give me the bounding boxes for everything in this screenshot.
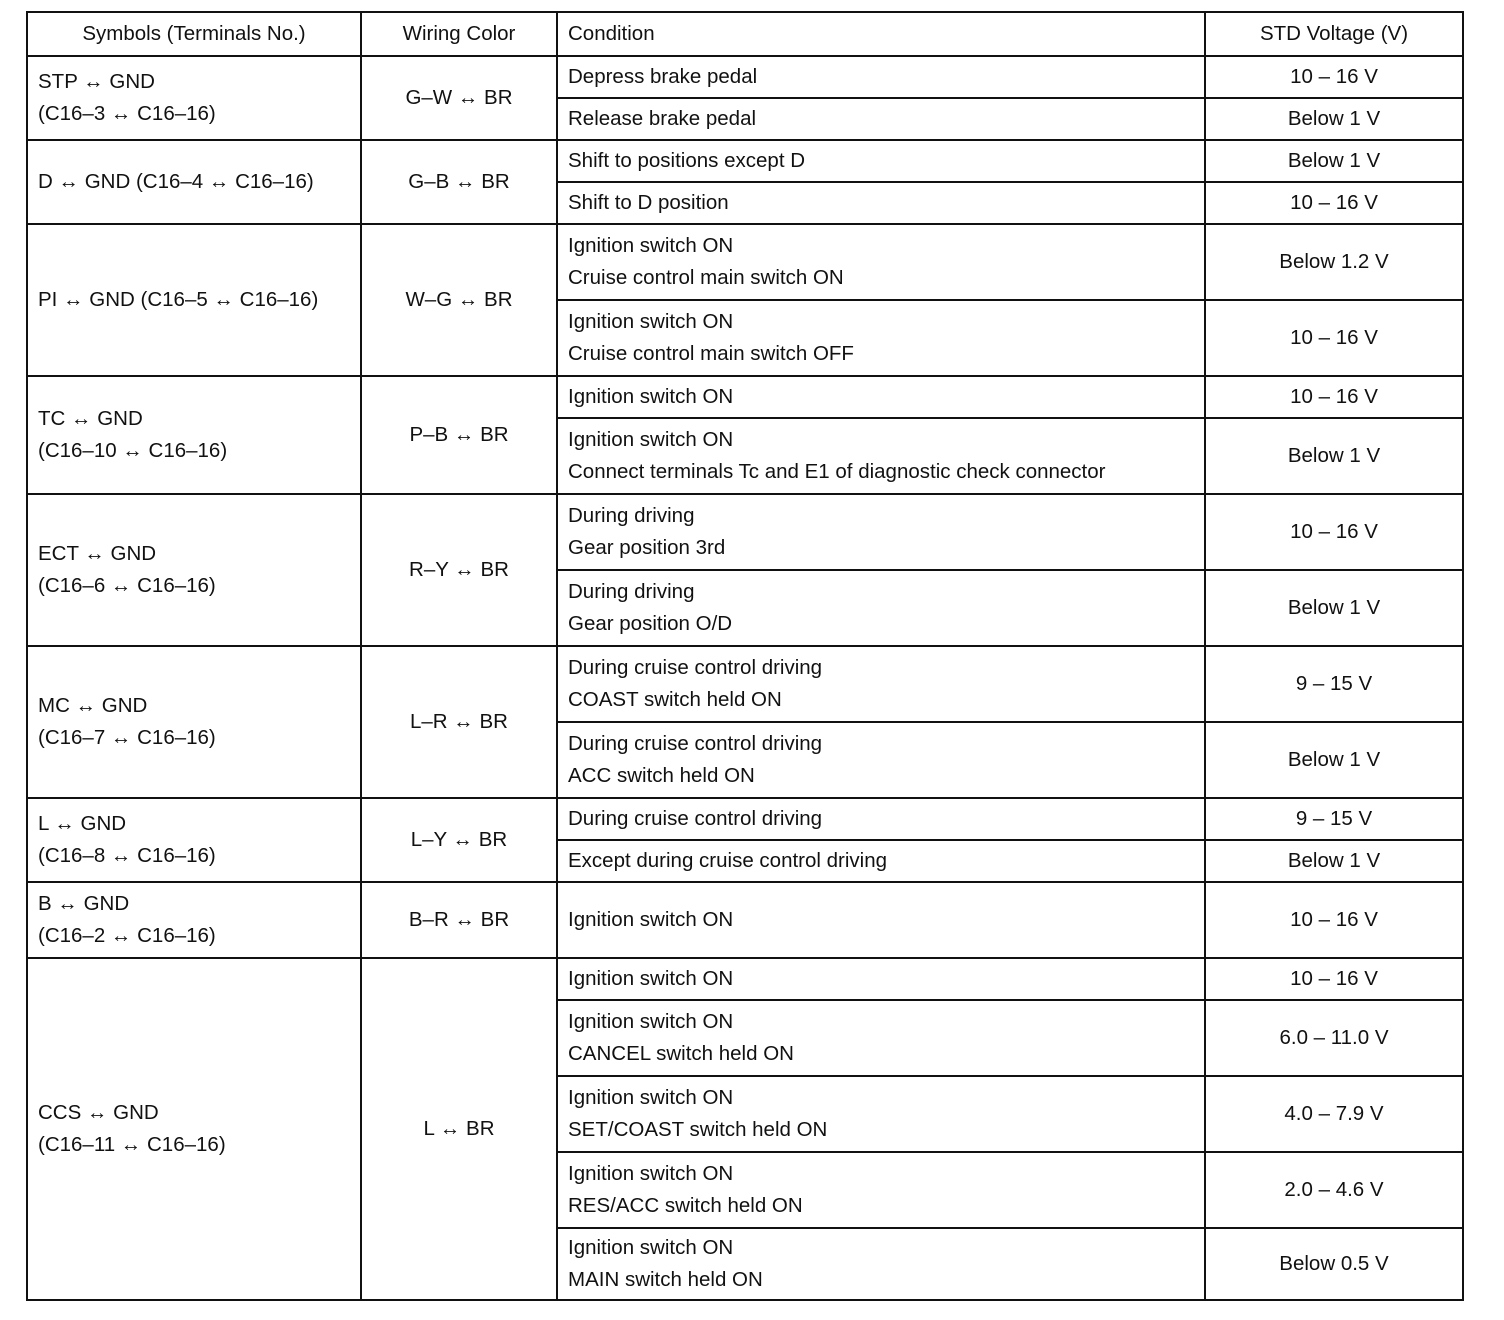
condition-line-2: Gear position O/D [568, 612, 733, 635]
table-row [27, 224, 1463, 300]
condition-line-1: Depress brake pedal [568, 65, 758, 88]
symbol-line-2: (C16–7 ↔ C16–16) [38, 726, 216, 749]
std-voltage-cell [1205, 98, 1463, 140]
symbol-line-1: CCS ↔ GND [38, 1101, 159, 1124]
std-voltage-cell [1205, 1000, 1463, 1076]
condition-line-2: Gear position 3rd [568, 536, 726, 559]
std-voltage-value: 10 – 16 V [1290, 908, 1378, 931]
condition-cell [557, 224, 1205, 300]
symbol-cell [27, 56, 361, 140]
condition-line-1: During cruise control driving [568, 656, 823, 679]
std-voltage-cell [1205, 56, 1463, 98]
symbol-line-1: L ↔ GND [38, 812, 127, 835]
condition-line-1: Ignition switch ON [568, 310, 734, 333]
condition-line-1: Ignition switch ON [568, 908, 734, 931]
std-voltage-value: 9 – 15 V [1295, 672, 1373, 695]
symbol-cell [27, 494, 361, 646]
condition-cell [557, 418, 1205, 494]
symbol-line-1: PI ↔ GND (C16–5 ↔ C16–16) [38, 288, 319, 311]
symbol-line-1: STP ↔ GND [38, 70, 155, 93]
header-std-voltage: STD Voltage (V) [1205, 12, 1463, 56]
condition-cell [557, 722, 1205, 798]
wiring-color-text: B–R ↔ BR [408, 908, 510, 931]
std-voltage-value: Below 1.2 V [1279, 250, 1389, 273]
condition-line-1: During driving [568, 580, 695, 603]
symbol-line-1: ECT ↔ GND [38, 542, 157, 565]
std-voltage-cell [1205, 182, 1463, 224]
wiring-color-text: L ↔ BR [423, 1117, 495, 1140]
terminal-voltage-table [26, 11, 1464, 1301]
wiring-color-text: P–B ↔ BR [409, 423, 509, 446]
condition-cell [557, 1076, 1205, 1152]
header-symbols: Symbols (Terminals No.) [27, 12, 361, 56]
wiring-color-text: G–W ↔ BR [405, 86, 513, 109]
header-condition: Condition [557, 12, 1205, 56]
std-voltage-cell [1205, 958, 1463, 1000]
std-voltage-cell [1205, 494, 1463, 570]
std-voltage-value: 10 – 16 V [1290, 191, 1378, 214]
wiring-color-cell [361, 56, 557, 140]
symbol-line-2: (C16–8 ↔ C16–16) [38, 844, 216, 867]
std-voltage-value: 10 – 16 V [1290, 326, 1378, 349]
symbol-line-1: TC ↔ GND [38, 407, 143, 430]
condition-cell [557, 140, 1205, 182]
std-voltage-value: 10 – 16 V [1290, 520, 1378, 543]
wiring-color-cell [361, 140, 557, 224]
symbol-cell [27, 958, 361, 1300]
std-voltage-cell [1205, 224, 1463, 300]
wiring-color-cell [361, 882, 557, 958]
symbol-line-1: B ↔ GND [38, 892, 130, 915]
condition-cell [557, 570, 1205, 646]
table-row [27, 56, 1463, 98]
std-voltage-cell [1205, 418, 1463, 494]
table-row [27, 798, 1463, 840]
condition-line-2: MAIN switch held ON [568, 1268, 763, 1291]
condition-line-2: Cruise control main switch OFF [568, 342, 854, 365]
condition-line-1: During cruise control driving [568, 732, 823, 755]
std-voltage-cell [1205, 300, 1463, 376]
std-voltage-value: Below 1 V [1287, 149, 1381, 172]
symbol-cell [27, 376, 361, 494]
condition-cell [557, 798, 1205, 840]
symbol-cell [27, 646, 361, 798]
condition-line-1: Ignition switch ON [568, 1236, 734, 1259]
table-row [27, 646, 1463, 722]
std-voltage-cell [1205, 376, 1463, 418]
condition-line-2: Connect terminals Tc and E1 of diagnostic check connector [568, 460, 1106, 483]
condition-line-2: Cruise control main switch ON [568, 266, 844, 289]
symbol-cell [27, 140, 361, 224]
std-voltage-value: 2.0 – 4.6 V [1284, 1178, 1384, 1201]
symbol-line-2: (C16–11 ↔ C16–16) [38, 1133, 226, 1156]
condition-line-2: CANCEL switch held ON [568, 1042, 794, 1065]
condition-cell [557, 98, 1205, 140]
symbol-cell [27, 224, 361, 376]
std-voltage-cell [1205, 840, 1463, 882]
std-voltage-cell [1205, 140, 1463, 182]
wiring-color-cell [361, 958, 557, 1300]
condition-cell [557, 1152, 1205, 1228]
condition-cell [557, 1228, 1205, 1300]
symbol-line-2: (C16–6 ↔ C16–16) [38, 574, 216, 597]
wiring-color-text: L–Y ↔ BR [410, 828, 508, 851]
std-voltage-value: Below 1 V [1287, 849, 1381, 872]
condition-line-2: RES/ACC switch held ON [568, 1194, 803, 1217]
header-row [27, 12, 1463, 56]
std-voltage-cell [1205, 1152, 1463, 1228]
wiring-color-text: W–G ↔ BR [405, 288, 513, 311]
std-voltage-value: 10 – 16 V [1290, 967, 1378, 990]
std-voltage-value: 4.0 – 7.9 V [1284, 1102, 1384, 1125]
condition-cell [557, 300, 1205, 376]
condition-line-1: Except during cruise control driving [568, 849, 888, 872]
condition-line-1: Ignition switch ON [568, 385, 734, 408]
symbol-line-1: D ↔ GND (C16–4 ↔ C16–16) [38, 170, 314, 193]
wiring-color-cell [361, 224, 557, 376]
condition-cell [557, 958, 1205, 1000]
wiring-color-text: R–Y ↔ BR [409, 558, 509, 581]
condition-line-1: Ignition switch ON [568, 428, 734, 451]
header-wiring-color: Wiring Color [361, 12, 557, 56]
std-voltage-cell [1205, 1228, 1463, 1300]
condition-line-1: During driving [568, 504, 695, 527]
condition-cell [557, 56, 1205, 98]
std-voltage-value: Below 1 V [1287, 444, 1381, 467]
condition-line-1: Ignition switch ON [568, 234, 734, 257]
condition-line-1: During cruise control driving [568, 807, 823, 830]
condition-line-1: Ignition switch ON [568, 1010, 734, 1033]
std-voltage-cell [1205, 798, 1463, 840]
symbol-line-1: MC ↔ GND [38, 694, 148, 717]
condition-cell [557, 1000, 1205, 1076]
std-voltage-cell [1205, 570, 1463, 646]
condition-line-1: Ignition switch ON [568, 1162, 734, 1185]
table-row [27, 958, 1463, 1000]
std-voltage-cell [1205, 722, 1463, 798]
condition-cell [557, 182, 1205, 224]
wiring-color-text: G–B ↔ BR [408, 170, 510, 193]
condition-line-1: Shift to D position [568, 191, 729, 214]
condition-line-1: Ignition switch ON [568, 967, 734, 990]
condition-line-2: COAST switch held ON [568, 688, 782, 711]
std-voltage-value: 10 – 16 V [1290, 385, 1378, 408]
wiring-color-cell [361, 376, 557, 494]
std-voltage-value: 6.0 – 11.0 V [1279, 1026, 1389, 1049]
condition-cell [557, 646, 1205, 722]
condition-line-1: Ignition switch ON [568, 1086, 734, 1109]
table-row [27, 140, 1463, 182]
symbol-line-2: (C16–10 ↔ C16–16) [38, 439, 228, 462]
condition-line-1: Shift to positions except D [568, 149, 806, 172]
symbol-line-2: (C16–3 ↔ C16–16) [38, 102, 216, 125]
table-row [27, 882, 1463, 958]
symbol-line-2: (C16–2 ↔ C16–16) [38, 924, 216, 947]
wiring-color-cell [361, 494, 557, 646]
symbol-cell [27, 798, 361, 882]
std-voltage-cell [1205, 882, 1463, 958]
std-voltage-value: Below 1 V [1287, 596, 1381, 619]
table-row [27, 376, 1463, 418]
std-voltage-value: Below 1 V [1287, 748, 1381, 771]
std-voltage-value: 9 – 15 V [1295, 807, 1373, 830]
condition-cell [557, 882, 1205, 958]
condition-cell [557, 840, 1205, 882]
table-row [27, 494, 1463, 570]
std-voltage-value: 10 – 16 V [1290, 65, 1378, 88]
condition-line-2: ACC switch held ON [568, 764, 755, 787]
table-body [27, 56, 1463, 1300]
condition-cell [557, 494, 1205, 570]
std-voltage-value: Below 0.5 V [1279, 1252, 1389, 1275]
std-voltage-cell [1205, 646, 1463, 722]
std-voltage-cell [1205, 1076, 1463, 1152]
wiring-color-text: L–R ↔ BR [410, 710, 508, 733]
condition-cell [557, 376, 1205, 418]
std-voltage-value: Below 1 V [1287, 107, 1381, 130]
symbol-cell [27, 882, 361, 958]
condition-line-2: SET/COAST switch held ON [568, 1118, 828, 1141]
wiring-color-cell [361, 646, 557, 798]
condition-line-1: Release brake pedal [568, 107, 757, 130]
wiring-color-cell [361, 798, 557, 882]
